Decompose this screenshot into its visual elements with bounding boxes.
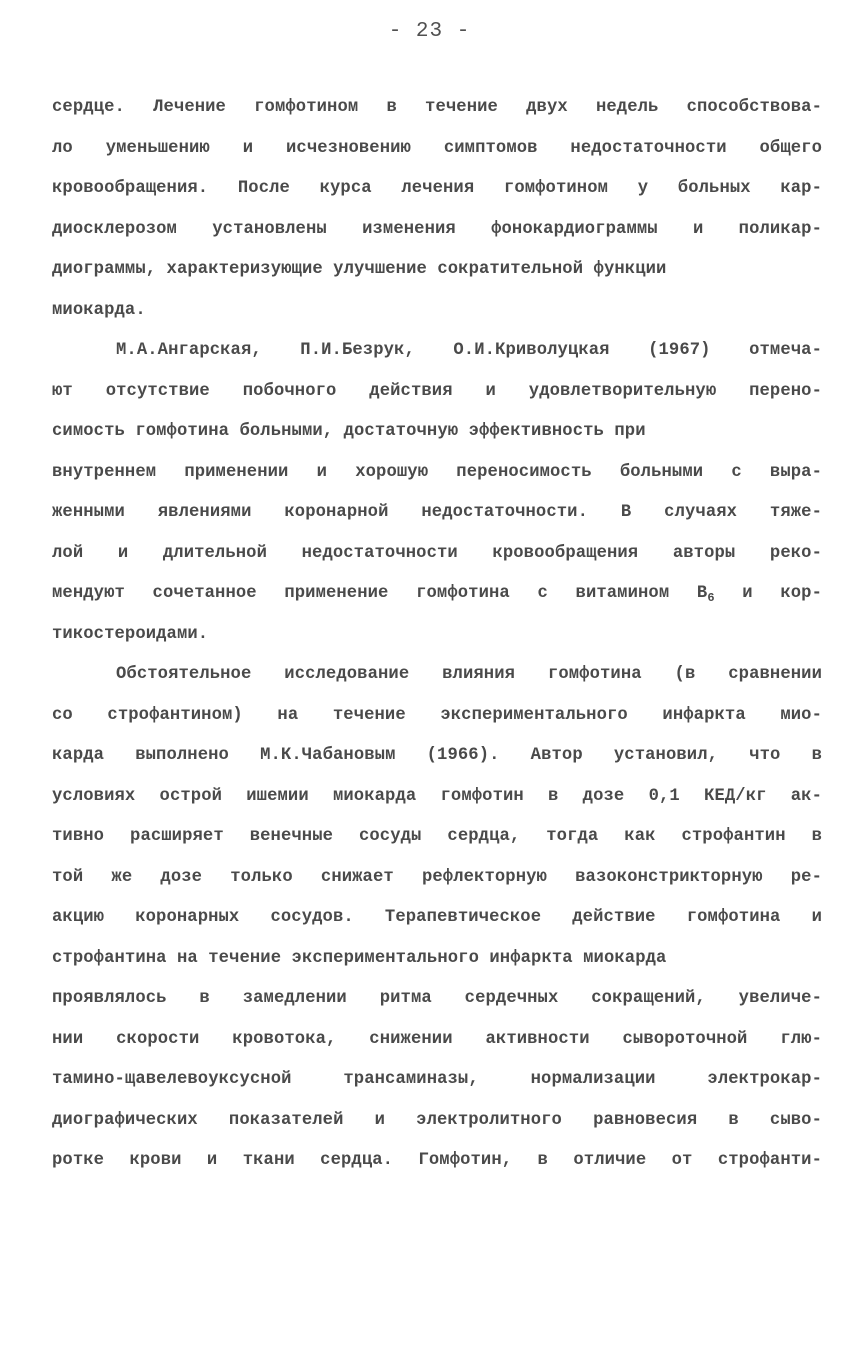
text-line: сердце. Лечение гомфотином в течение двух недель способствова- (52, 98, 822, 117)
text-line: внутреннем применении и хорошую переносимость больными с выра- (52, 462, 822, 482)
text-line: нии скорости кровотока, снижении активности сывороточной глю- (52, 1029, 822, 1049)
text-line: ют отсутствие побочного действия и удовлетворительную перено- (52, 381, 822, 401)
text-line: миокарда. (52, 300, 146, 320)
text-line: тамино-щавелевоуксусной трансаминазы, нормализации электрокар- (52, 1070, 822, 1089)
text-line: женными явлениями коронарной недостаточности. В случаях тяже- (52, 503, 822, 522)
text-line: тикостероидами. (52, 624, 209, 644)
text-line: карда выполнено М.К.Чабановым (1966). Автор установил, что в (52, 746, 822, 765)
text-line: кровообращения. После курса лечения гомфотином у больных кар- (52, 179, 822, 198)
text-line: акцию коронарных сосудов. Терапевтическое действие гомфотина и (52, 908, 822, 927)
text-line: диосклерозом установлены изменения фонокардиограммы и поликар- (52, 219, 822, 239)
text-line-vitamin (52, 574, 822, 615)
text-line: диограммы, характеризующие улучшение сократительной функции (52, 260, 667, 279)
text-line: симость гомфотина больными, достаточную эффективность при (52, 422, 646, 441)
text-line: условиях острой ишемии миокарда гомфотин в дозе 0,1 КЕД/кг ак- (52, 786, 822, 806)
text-line: тивно расширяет венечные сосуды сердца, тогда как строфантин в (52, 827, 822, 846)
text-line: той же дозе только снижает рефлекторную вазоконстрикторную ре- (52, 867, 822, 887)
vitamin-subscript: 6 (707, 591, 715, 605)
text-line: проявлялось в замедлении ритма сердечных сокращений, увеличе- (52, 989, 822, 1008)
text-line: диографических показателей и электролитного равновесия в сыво- (52, 1110, 822, 1130)
text-line: ротке крови и ткани сердца. Гомфотин, в отличие от строфанти- (52, 1151, 822, 1170)
paragraph-start-line: Обстоятельное исследование влияния гомфотина (в сравнении (116, 665, 822, 684)
text-line: со строфантином) на течение экспериментального инфаркта мио- (52, 705, 822, 725)
text-line: строфантина на течение экспериментального инфаркта миокарда (52, 948, 667, 968)
text-line: ло уменьшению и исчезновению симптомов недостаточности общего (52, 138, 822, 158)
text-line-vitamin-head: мендуют сочетанное применение гомфотина с витамином (52, 584, 697, 603)
body-text (52, 88, 822, 1182)
page-number: - 23 - (388, 20, 471, 43)
text-line-vitamin-tail: и кор- (714, 584, 822, 603)
paragraph-start-line: М.А.Ангарская, П.И.Безрук, О.И.Криволуцкая (1967) отмеча- (116, 341, 822, 360)
text-line: лой и длительной недостаточности кровообращения авторы реко- (52, 543, 822, 563)
vitamin-letter: B (696, 584, 708, 603)
